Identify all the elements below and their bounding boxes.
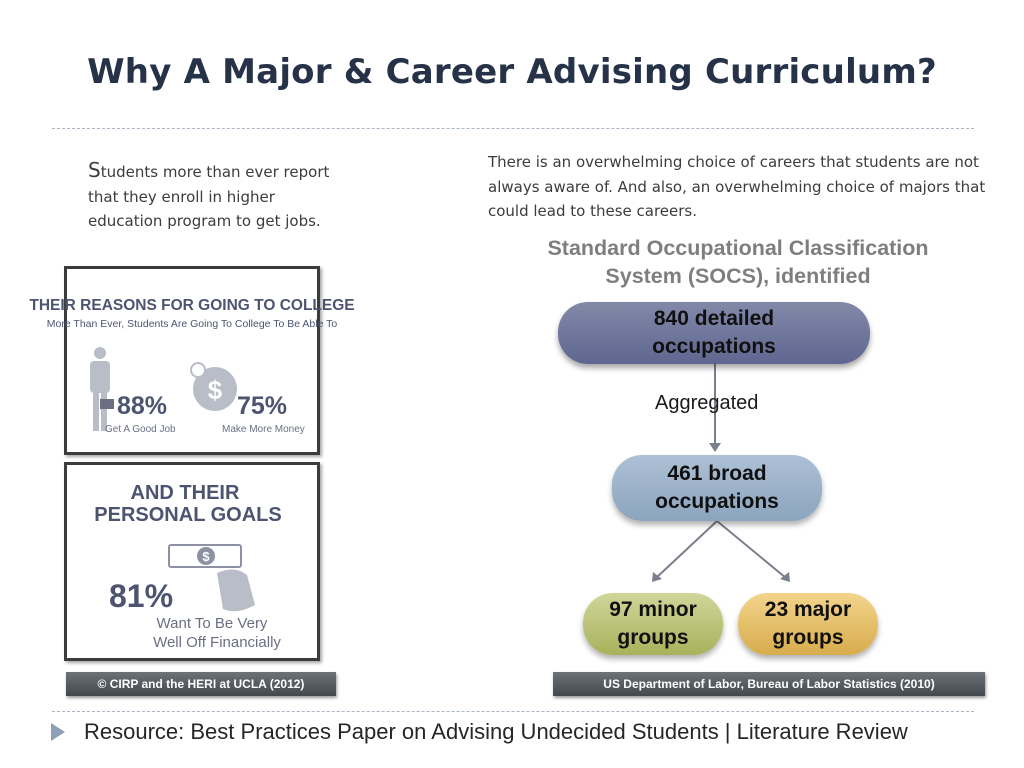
socs-title-line1: Standard Occupational Classification bbox=[547, 236, 929, 260]
node-23-line1: 23 major bbox=[764, 598, 852, 621]
cirp-source-caption: © CIRP and the HERI at UCLA (2012) bbox=[66, 672, 336, 696]
major-groups-arrow bbox=[717, 521, 786, 578]
stat-75-value: 75% bbox=[237, 392, 288, 420]
minor-groups-arrow bbox=[656, 521, 717, 578]
socs-title-line2: System (SOCS), identified bbox=[605, 264, 871, 288]
node-23-major-groups bbox=[738, 593, 878, 655]
left-paragraph-initial: S bbox=[88, 158, 101, 182]
goals-heading-line1: AND THEIR bbox=[130, 482, 240, 504]
stat-88-value: 88% bbox=[117, 392, 168, 420]
left-paragraph-text: tudents more than ever report that they enroll in higher education program to get jobs. bbox=[88, 163, 330, 230]
node-97-line1: 97 minor bbox=[609, 598, 697, 621]
node-97-minor-groups bbox=[583, 593, 723, 655]
stat-81-label-line2: Well Off Financially bbox=[153, 634, 281, 651]
reasons-subheading: More Than Ever, Students Are Going To College To Be Able To bbox=[46, 318, 338, 330]
slide-title: Why A Major & Career Advising Curriculum? bbox=[87, 52, 937, 92]
node-23-line2: groups bbox=[772, 626, 844, 649]
bottom-divider bbox=[52, 711, 974, 712]
stat-81-value: 81% bbox=[109, 578, 174, 614]
bill-dollar-sign: $ bbox=[202, 549, 210, 564]
node-840-line1: 840 detailed bbox=[653, 307, 775, 330]
bls-source-caption: US Department of Labor, Bureau of Labor Statistics (2010) bbox=[553, 672, 985, 696]
stat-75-label: Make More Money bbox=[222, 424, 305, 435]
node-840-line2: occupations bbox=[652, 335, 776, 358]
aggregated-arrow-head bbox=[709, 443, 721, 452]
coin-dollar-sign: $ bbox=[207, 375, 223, 405]
stat-88-label: Get A Good Job bbox=[105, 424, 176, 435]
resource-footer: Resource: Best Practices Paper on Advising Undecided Students | Literature Review bbox=[84, 719, 908, 744]
right-paragraph: There is an overwhelming choice of careers that students are not always aware of. And also, an overwhelming choice of majors that could lead to these careers. bbox=[488, 153, 986, 220]
stat-81-label-line1: Want To Be Very bbox=[156, 615, 268, 632]
reasons-heading: THEIR REASONS FOR GOING TO COLLEGE bbox=[29, 297, 355, 314]
node-461-line2: occupations bbox=[655, 490, 779, 513]
bullet-triangle-icon bbox=[50, 722, 66, 742]
node-461-line1: 461 broad bbox=[667, 462, 767, 485]
node-461-broad-occupations bbox=[612, 455, 822, 521]
node-840-detailed-occupations bbox=[558, 302, 870, 364]
aggregated-label: Aggregated bbox=[655, 392, 759, 414]
goals-heading-line2: PERSONAL GOALS bbox=[94, 504, 282, 526]
node-97-line2: groups bbox=[617, 626, 689, 649]
